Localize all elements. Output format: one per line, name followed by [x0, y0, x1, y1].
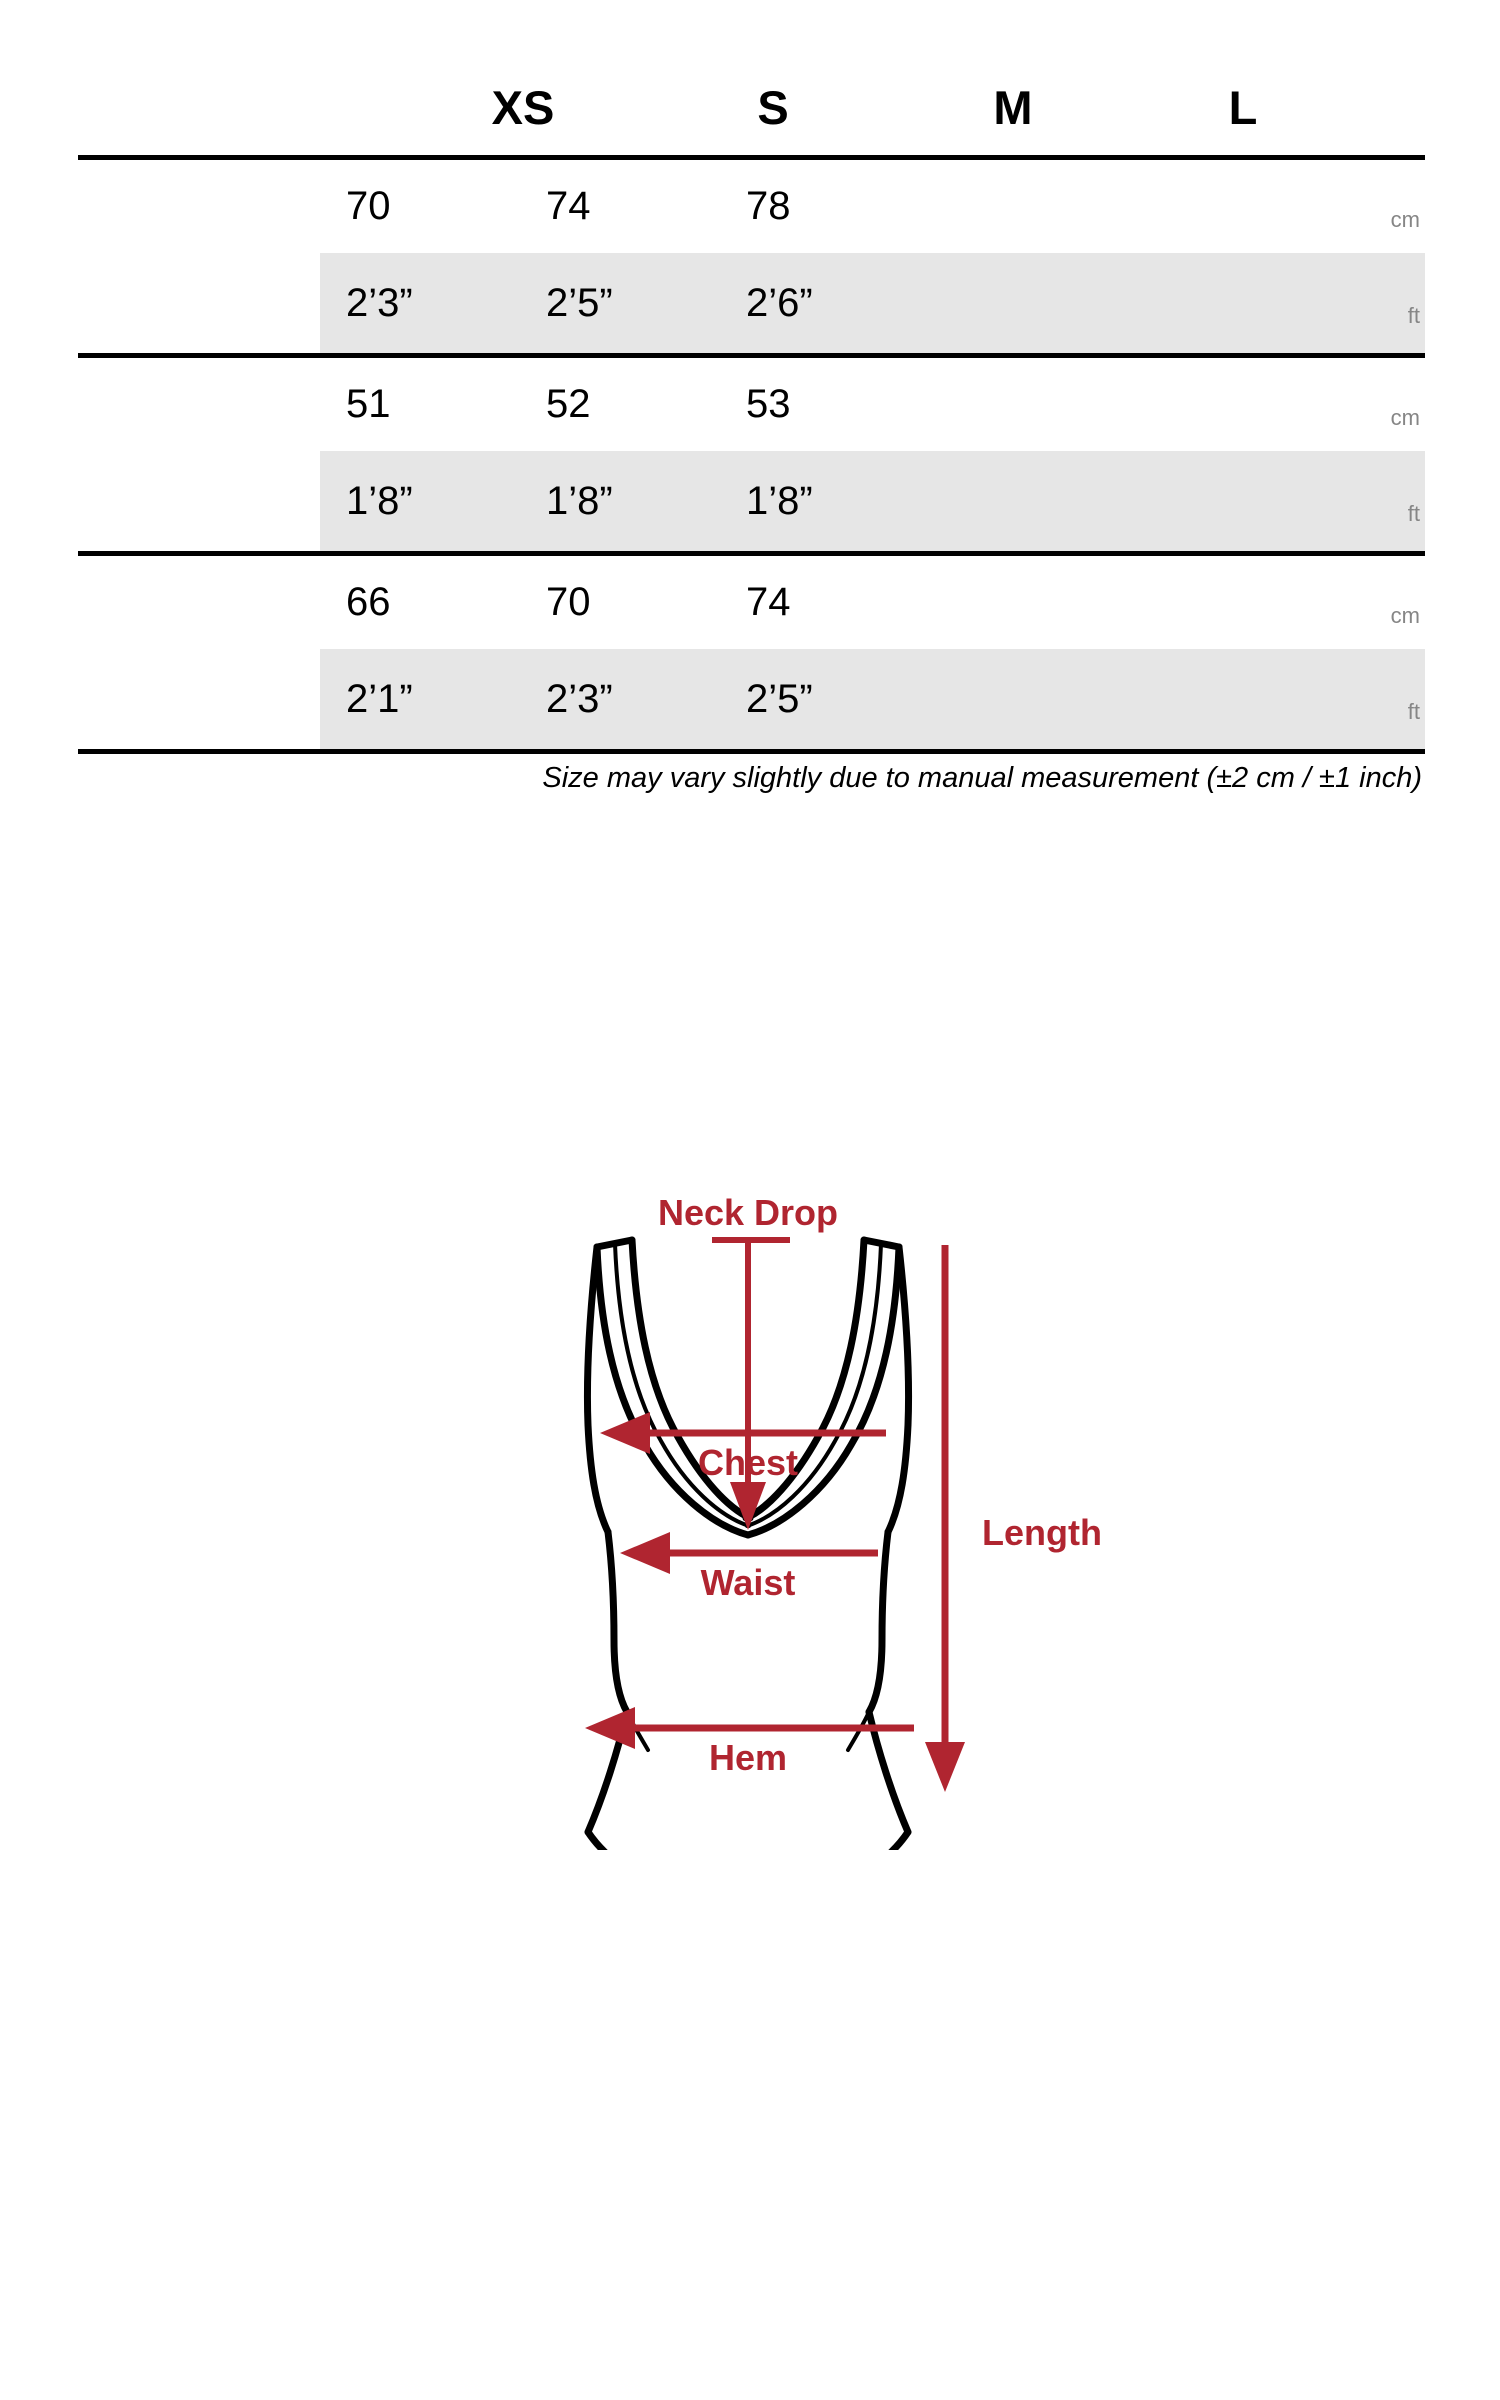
cell-length-cm-m: 53	[746, 382, 791, 426]
cell-length-cm-xs: 51	[346, 382, 391, 426]
label-waist: Waist	[700, 1562, 796, 1603]
row-chest-cm	[78, 160, 1425, 253]
cell-chest-cm-xs: 70	[346, 184, 391, 228]
size-chart-table	[78, 60, 1425, 814]
cell-waist-cm-xs: 66	[346, 580, 391, 624]
cell-chest-cm-s: 74	[546, 184, 591, 228]
row-waist-ft	[78, 649, 1425, 749]
row-length-ft	[78, 451, 1425, 551]
left-strap-top-cut	[597, 1240, 632, 1247]
cell-chest-ft-m: 2’6”	[746, 281, 813, 325]
table-header-row	[78, 60, 1425, 155]
label-hem: Hem	[708, 1737, 788, 1778]
unit-label-ft: ft	[1407, 699, 1420, 724]
unit-label-ft: ft	[1407, 501, 1420, 526]
cell-waist-cm-m: 74	[746, 580, 791, 624]
hem-arrowhead	[585, 1707, 635, 1749]
cell-waist-ft-s: 2’3”	[546, 677, 613, 721]
hem-curve	[588, 1832, 908, 1850]
cell-length-cm-s: 52	[546, 382, 591, 426]
label-chest: Chest	[697, 1442, 799, 1483]
cell-length-ft-xs: 1’8”	[346, 479, 413, 523]
row-chest-ft	[78, 253, 1425, 353]
table-row-chest	[78, 160, 1425, 353]
row-shade-length-ft	[320, 451, 1425, 551]
row-length-cm	[78, 358, 1425, 451]
cell-waist-ft-xs: 2’1”	[346, 677, 413, 721]
size-header-m: M	[993, 81, 1033, 134]
table-row-length	[78, 358, 1425, 551]
chest-arrowhead	[600, 1412, 650, 1454]
length-arrowhead	[925, 1742, 965, 1792]
size-header-xs: XS	[491, 81, 555, 134]
size-header-l: L	[1228, 81, 1258, 134]
unit-label-cm: cm	[1390, 603, 1420, 628]
table-row-waist	[78, 556, 1425, 749]
waist-arrowhead	[620, 1532, 670, 1574]
left-side-seam-upper	[608, 1532, 627, 1712]
measurement-annotations	[585, 1192, 1102, 1792]
measurement-disclaimer: Size may vary slightly due to manual measurement (±2 cm / ±1 inch)	[542, 762, 1422, 794]
cell-chest-ft-s: 2’5”	[546, 281, 613, 325]
cell-length-ft-s: 1’8”	[546, 479, 613, 523]
unit-label-cm: cm	[1390, 207, 1420, 232]
row-shade-waist-ft	[320, 649, 1425, 749]
cell-waist-cm-s: 70	[546, 580, 591, 624]
cell-chest-cm-m: 78	[746, 184, 791, 228]
label-neck-drop: Neck Drop	[657, 1192, 839, 1233]
garment-measurement-diagram	[0, 1150, 1500, 1850]
unit-label-ft: ft	[1407, 303, 1420, 328]
cell-chest-ft-xs: 2’3”	[346, 281, 413, 325]
right-strap-top-cut	[864, 1240, 899, 1247]
row-shade-chest-ft	[320, 253, 1425, 353]
cell-length-ft-m: 1’8”	[746, 479, 813, 523]
cell-waist-ft-m: 2’5”	[746, 677, 813, 721]
row-waist-cm	[78, 556, 1425, 649]
right-side-seam-upper	[869, 1532, 888, 1712]
unit-label-cm: cm	[1390, 405, 1420, 430]
size-header-s: S	[757, 81, 789, 134]
label-length: Length	[982, 1512, 1102, 1553]
